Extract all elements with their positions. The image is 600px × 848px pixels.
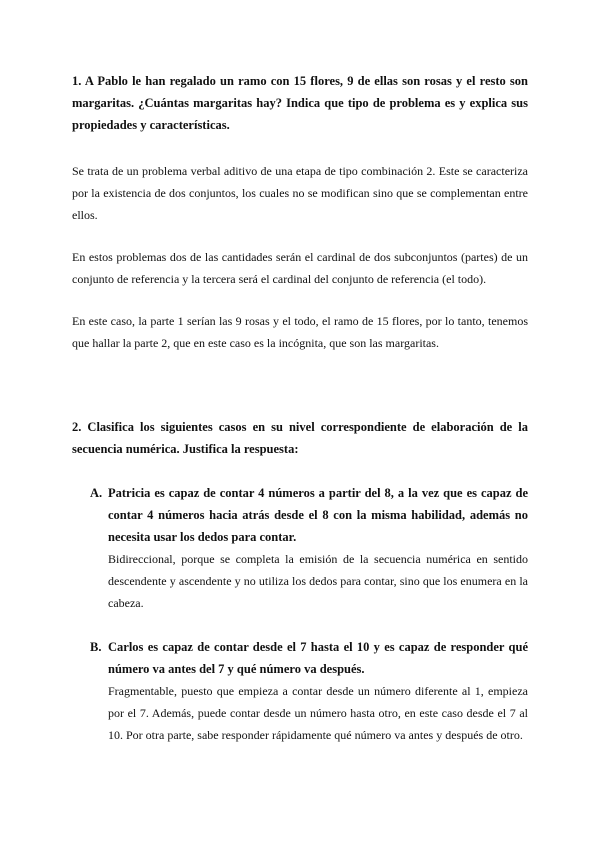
case-item-a [72, 482, 528, 614]
document-page [72, 70, 528, 746]
list-marker: B. [90, 640, 102, 654]
list-marker: A. [90, 486, 103, 500]
case-item-b [72, 636, 528, 746]
question-2-cases-list [72, 482, 528, 746]
case-statement: Patricia es capaz de contar 4 números a partir del 8, a la vez que es capaz de contar 4 números hacia atrás desde el 8 con la misma habilidad, además no necesita usar los dedos para contar. [108, 486, 528, 544]
question-1-paragraph: Se trata de un problema verbal aditivo de una etapa de tipo combinación 2. Este se caracteriza por la existencia de dos conjuntos, los cuales no se modifican sino que se complementan entre ellos. [72, 164, 528, 222]
case-statement: Carlos es capaz de contar desde el 7 hasta el 10 y es capaz de responder qué número va antes del 7 y qué número va después. [108, 640, 528, 676]
question-1-paragraph: En estos problemas dos de las cantidades serán el cardinal de dos subconjuntos (partes) de un conjunto de referencia y la tercera será el cardinal del conjunto de referencia (el todo). [72, 250, 528, 286]
case-answer: Fragmentable, puesto que empieza a contar desde un número diferente al 1, empieza por el 7. Además, puede contar desde un número hasta otro, en este caso desde el 7 al 10. Por otra parte, sabe responder rápidamente qué número va antes y después de otro. [108, 684, 528, 742]
case-answer: Bidireccional, porque se completa la emisión de la secuencia numérica en sentido descendente y ascendente y no utiliza los dedos para contar, sino que los enumera en la cabeza. [108, 552, 528, 610]
question-1-title: 1. A Pablo le han regalado un ramo con 15 flores, 9 de ellas son rosas y el resto son margaritas. ¿Cuántas margaritas hay? Indica que tipo de problema es y explica sus propiedades y características. [72, 74, 528, 132]
question-2-title: 2. Clasifica los siguientes casos en su nivel correspondiente de elaboración de la secuencia numérica. Justifica la respuesta: [72, 420, 528, 456]
question-1-paragraph: En este caso, la parte 1 serían las 9 rosas y el todo, el ramo de 15 flores, por lo tanto, tenemos que hallar la parte 2, que en este caso es la incógnita, que son las margaritas. [72, 314, 528, 350]
